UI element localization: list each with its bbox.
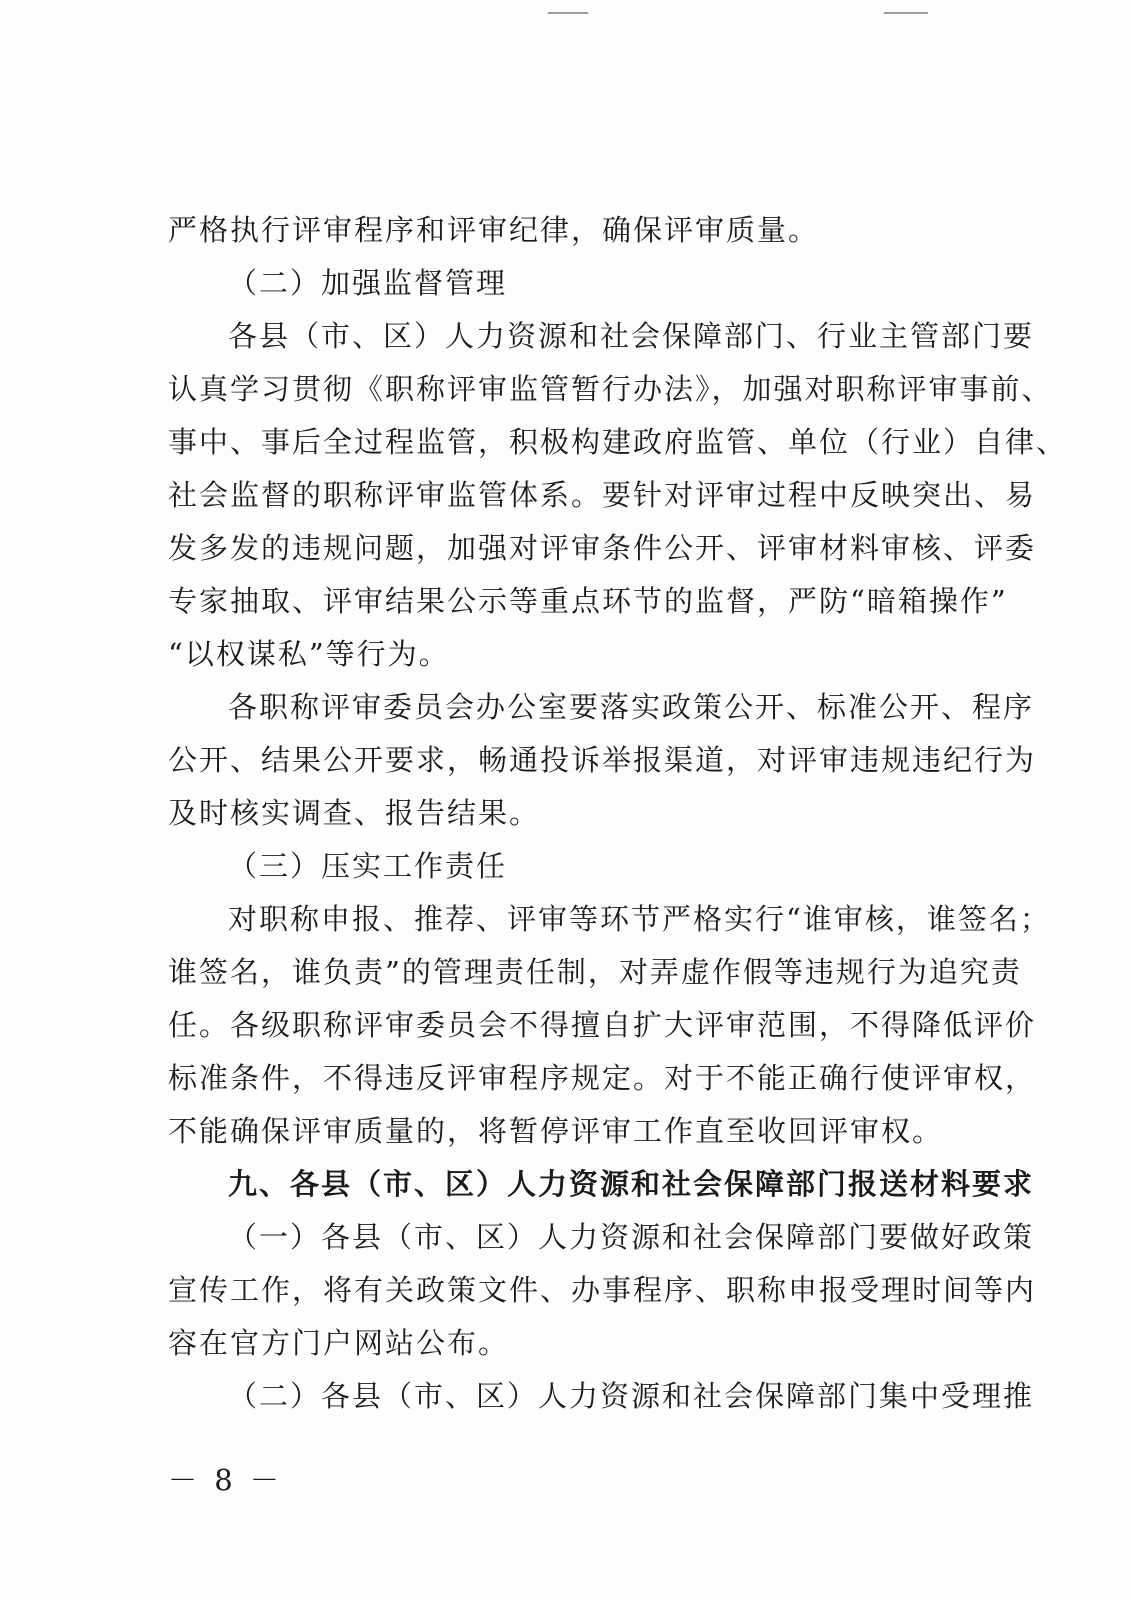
paragraph-line: 认真学习贯彻《职称评审监管暂行办法》，加强对职称评审事前、 [168, 372, 1053, 406]
paragraph-line: 公开、结果公开要求，畅通投诉举报渠道，对评审违规违纪行为 [168, 743, 1037, 777]
chapter-heading: 九、各县（市、区）人力资源和社会保障部门报送材料要求 [228, 1167, 1035, 1201]
section-heading: （三）压实工作责任 [228, 849, 508, 883]
section-heading: （二）加强监督管理 [228, 266, 508, 300]
paragraph-line: 发多发的违规问题，加强对评审条件公开、评审材料审核、评委 [168, 531, 1037, 565]
paragraph-line: 严格执行评审程序和评审纪律，确保评审质量。 [168, 213, 820, 247]
paragraph-line: 容在官方门户网站公布。 [168, 1326, 510, 1360]
paragraph-line: 各职称评审委员会办公室要落实政策公开、标准公开、程序 [228, 690, 1035, 724]
paragraph-line: 不能确保评审质量的，将暂停评审工作直至收回评审权。 [168, 1114, 944, 1148]
scan-artifact [884, 12, 928, 14]
paragraph-line: 任。各级职称评审委员会不得擅自扩大评审范围，不得降低评价 [168, 1008, 1037, 1042]
paragraph-line: 及时核实调查、报告结果。 [168, 796, 541, 830]
scan-artifact [548, 12, 588, 14]
paragraph-line: 宣传工作，将有关政策文件、办事程序、职称申报受理时间等内 [168, 1273, 1037, 1307]
paragraph-line: 事中、事后全过程监管，积极构建政府监管、单位（行业）自律、 [168, 425, 1068, 459]
page-number: － 8 － [168, 1463, 283, 1497]
paragraph-line: 各县（市、区）人力资源和社会保障部门、行业主管部门要 [228, 319, 1035, 353]
paragraph-line: 谁签名，谁负责”的管理责任制，对弄虚作假等违规行为追究责 [168, 955, 1022, 989]
paragraph-line: 标准条件，不得违反评审程序规定。对于不能正确行使评审权， [168, 1061, 1037, 1095]
paragraph-line: （二）各县（市、区）人力资源和社会保障部门集中受理推 [228, 1379, 1035, 1413]
paragraph-line: 对职称申报、推荐、评审等环节严格实行“谁审核，谁签名； [228, 902, 1051, 936]
paragraph-line: “以权谋私”等行为。 [168, 637, 450, 671]
paragraph-line: 社会监督的职称评审监管体系。要针对评审过程中反映突出、易 [168, 478, 1037, 512]
paragraph-line: （一）各县（市、区）人力资源和社会保障部门要做好政策 [228, 1220, 1035, 1254]
paragraph-line: 专家抽取、评审结果公示等重点环节的监督，严防“暗箱操作” [168, 584, 1008, 618]
